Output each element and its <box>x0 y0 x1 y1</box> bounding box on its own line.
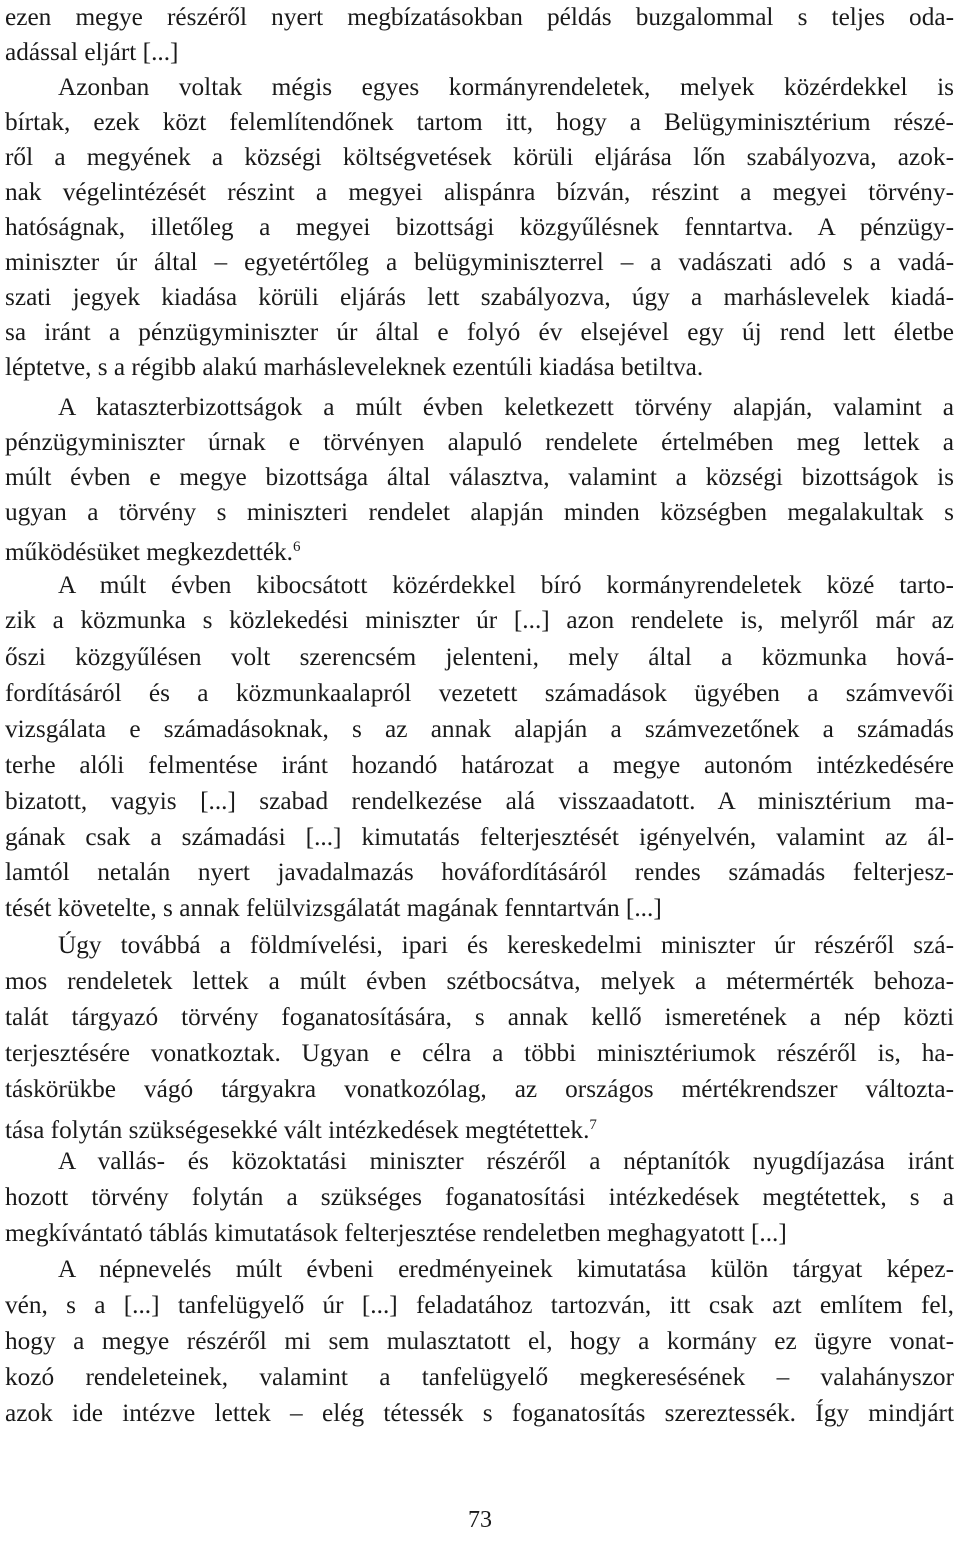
text-line: talát tárgyazó törvény foganatosítására, s annak kellő ismeretének a nép közti <box>5 1003 954 1031</box>
text-line <box>5 1110 954 1142</box>
text-line: megkívántató táblás kimutatások felterjesztése rendeletben meghagyatott [...] <box>5 1219 787 1247</box>
text-line: vizsgálata e számadásoknak, s az annak alapján a számvezetőnek a számadás <box>5 715 954 743</box>
text-line: lamtól netalán nyert javadalmazás hováfordításáról rendes számadás felterjesz- <box>5 858 954 886</box>
text-line: A népnevelés múlt évbeni eredményeinek kimutatása külön tárgyat képez- <box>58 1255 954 1283</box>
footnote-mark: 7 <box>589 1117 597 1133</box>
text-line: miniszter úr által – egyetértőleg a belügyminiszterrel – a vadászati adó s a vadá- <box>5 248 954 276</box>
text-line: A kataszterbizottságok a múlt évben keletkezett törvény alapján, valamint a <box>58 393 954 421</box>
text-line: bizatott, vagyis [...] szabad rendelkezése alá visszaadatott. A minisztérium ma- <box>5 787 954 815</box>
line-text: működésüket megkezdették. <box>5 538 294 566</box>
text-line: sa iránt a pénzügyminiszter úr által e folyó év elsejével egy új rend lett életbe <box>5 318 954 346</box>
text-line: őszi közgyűlésen volt szerencsém jelenteni, mely által a közmunka hová- <box>5 643 954 671</box>
text-line: A vallás- és közoktatási miniszter részéről a néptanítók nyugdíjazása iránt <box>58 1147 954 1175</box>
page-number: 73 <box>468 1507 492 1533</box>
text-line: bírtak, ezek közt felemlítendőnek tartom itt, hogy a Belügyminisztérium részé- <box>5 108 954 136</box>
text-line: gának csak a számadási [...] kimutatás felterjesztését igényelvén, valamint az ál- <box>5 823 954 851</box>
text-line: múlt évben e megye bizottsága által választva, valamint a községi bizottságok is <box>5 463 954 491</box>
text-line: Úgy továbbá a földmívelési, ipari és kereskedelmi miniszter úr részéről szá- <box>58 931 954 959</box>
text-line: ugyan a törvény s miniszteri rendelet alapján minden községben megalakultak s <box>5 498 954 526</box>
text-line: szati jegyek kiadása körüli eljárás lett szabályozva, úgy a marháslevelek kiadá- <box>5 283 954 311</box>
text-line: hatóságnak, illetőleg a megyei bizottsági közgyűlésnek fenntartva. A pénzügy- <box>5 213 954 241</box>
text-line: mos rendeletek lettek a múlt évben szétbocsátva, melyek a métermérték behoza- <box>5 967 954 995</box>
text-line: terhe alóli felmentése iránt hozandó határozat a megye autonóm intézkedésére <box>5 751 954 779</box>
text-line: azok ide intézve lettek – elég tétessék s foganatosítás szereztessék. Így mindjárt <box>5 1399 954 1427</box>
text-line: ezen megye részéről nyert megbízatásokban példás buzgalommal s teljes oda- <box>5 3 954 31</box>
line-text: tása folytán szükségesekké vált intézkedések megtétettek. <box>5 1116 590 1144</box>
text-line: tését követelte, s annak felülvizsgálatát magának fenntartván [...] <box>5 894 662 922</box>
text-line: vén, s a [...] tanfelügyelő úr [...] feladatához tartozván, itt csak azt említem fel, <box>5 1291 954 1319</box>
text-line: nak végelintézését részint a megyei alispánra bízván, részint a megyei törvény- <box>5 178 954 206</box>
text-line: ről a megyének a községi költségvetések körüli eljárása lőn szabályozva, azok- <box>5 143 954 171</box>
text-line: hogy a megye részéről mi sem mulasztatott el, hogy a kormány ez ügyre vonat- <box>5 1327 954 1355</box>
text-line: adással eljárt [...] <box>5 38 179 66</box>
text-line: terjesztésére vonatkoztak. Ugyan e célra a többi minisztériumok részéről is, ha- <box>5 1039 954 1067</box>
text-line: fordításáról és a közmunkaalapról vezetett számadások ügyében a számvevői <box>5 679 954 707</box>
text-line: kozó rendeleteinek, valamint a tanfelügyelő megkeresésének – valahányszor <box>5 1363 954 1391</box>
text-line: zik a közmunka s közlekedési miniszter úr [...] azon rendelete is, melyről már az <box>5 606 954 634</box>
text-line: A múlt évben kibocsátott közérdekkel bíró kormányrendeletek közé tarto- <box>58 571 954 599</box>
text-line: léptetve, s a régibb alakú marhásleveleknek ezentúli kiadása betiltva. <box>5 353 704 381</box>
text-line: táskörükbe vágó tárgyakra vonatkozólag, az országos mértékrendszer változta- <box>5 1075 954 1103</box>
text-line: pénzügyminiszter úrnak e törvényen alapuló rendelete értelmében meg lettek a <box>5 428 954 456</box>
text-line <box>5 532 954 564</box>
footnote-mark: 6 <box>293 539 301 555</box>
text-line: Azonban voltak mégis egyes kormányrendeletek, melyek közérdekkel is <box>58 73 954 101</box>
text-line: hozott törvény folytán a szükséges foganatosítási intézkedések megtétettek, s a <box>5 1183 954 1211</box>
